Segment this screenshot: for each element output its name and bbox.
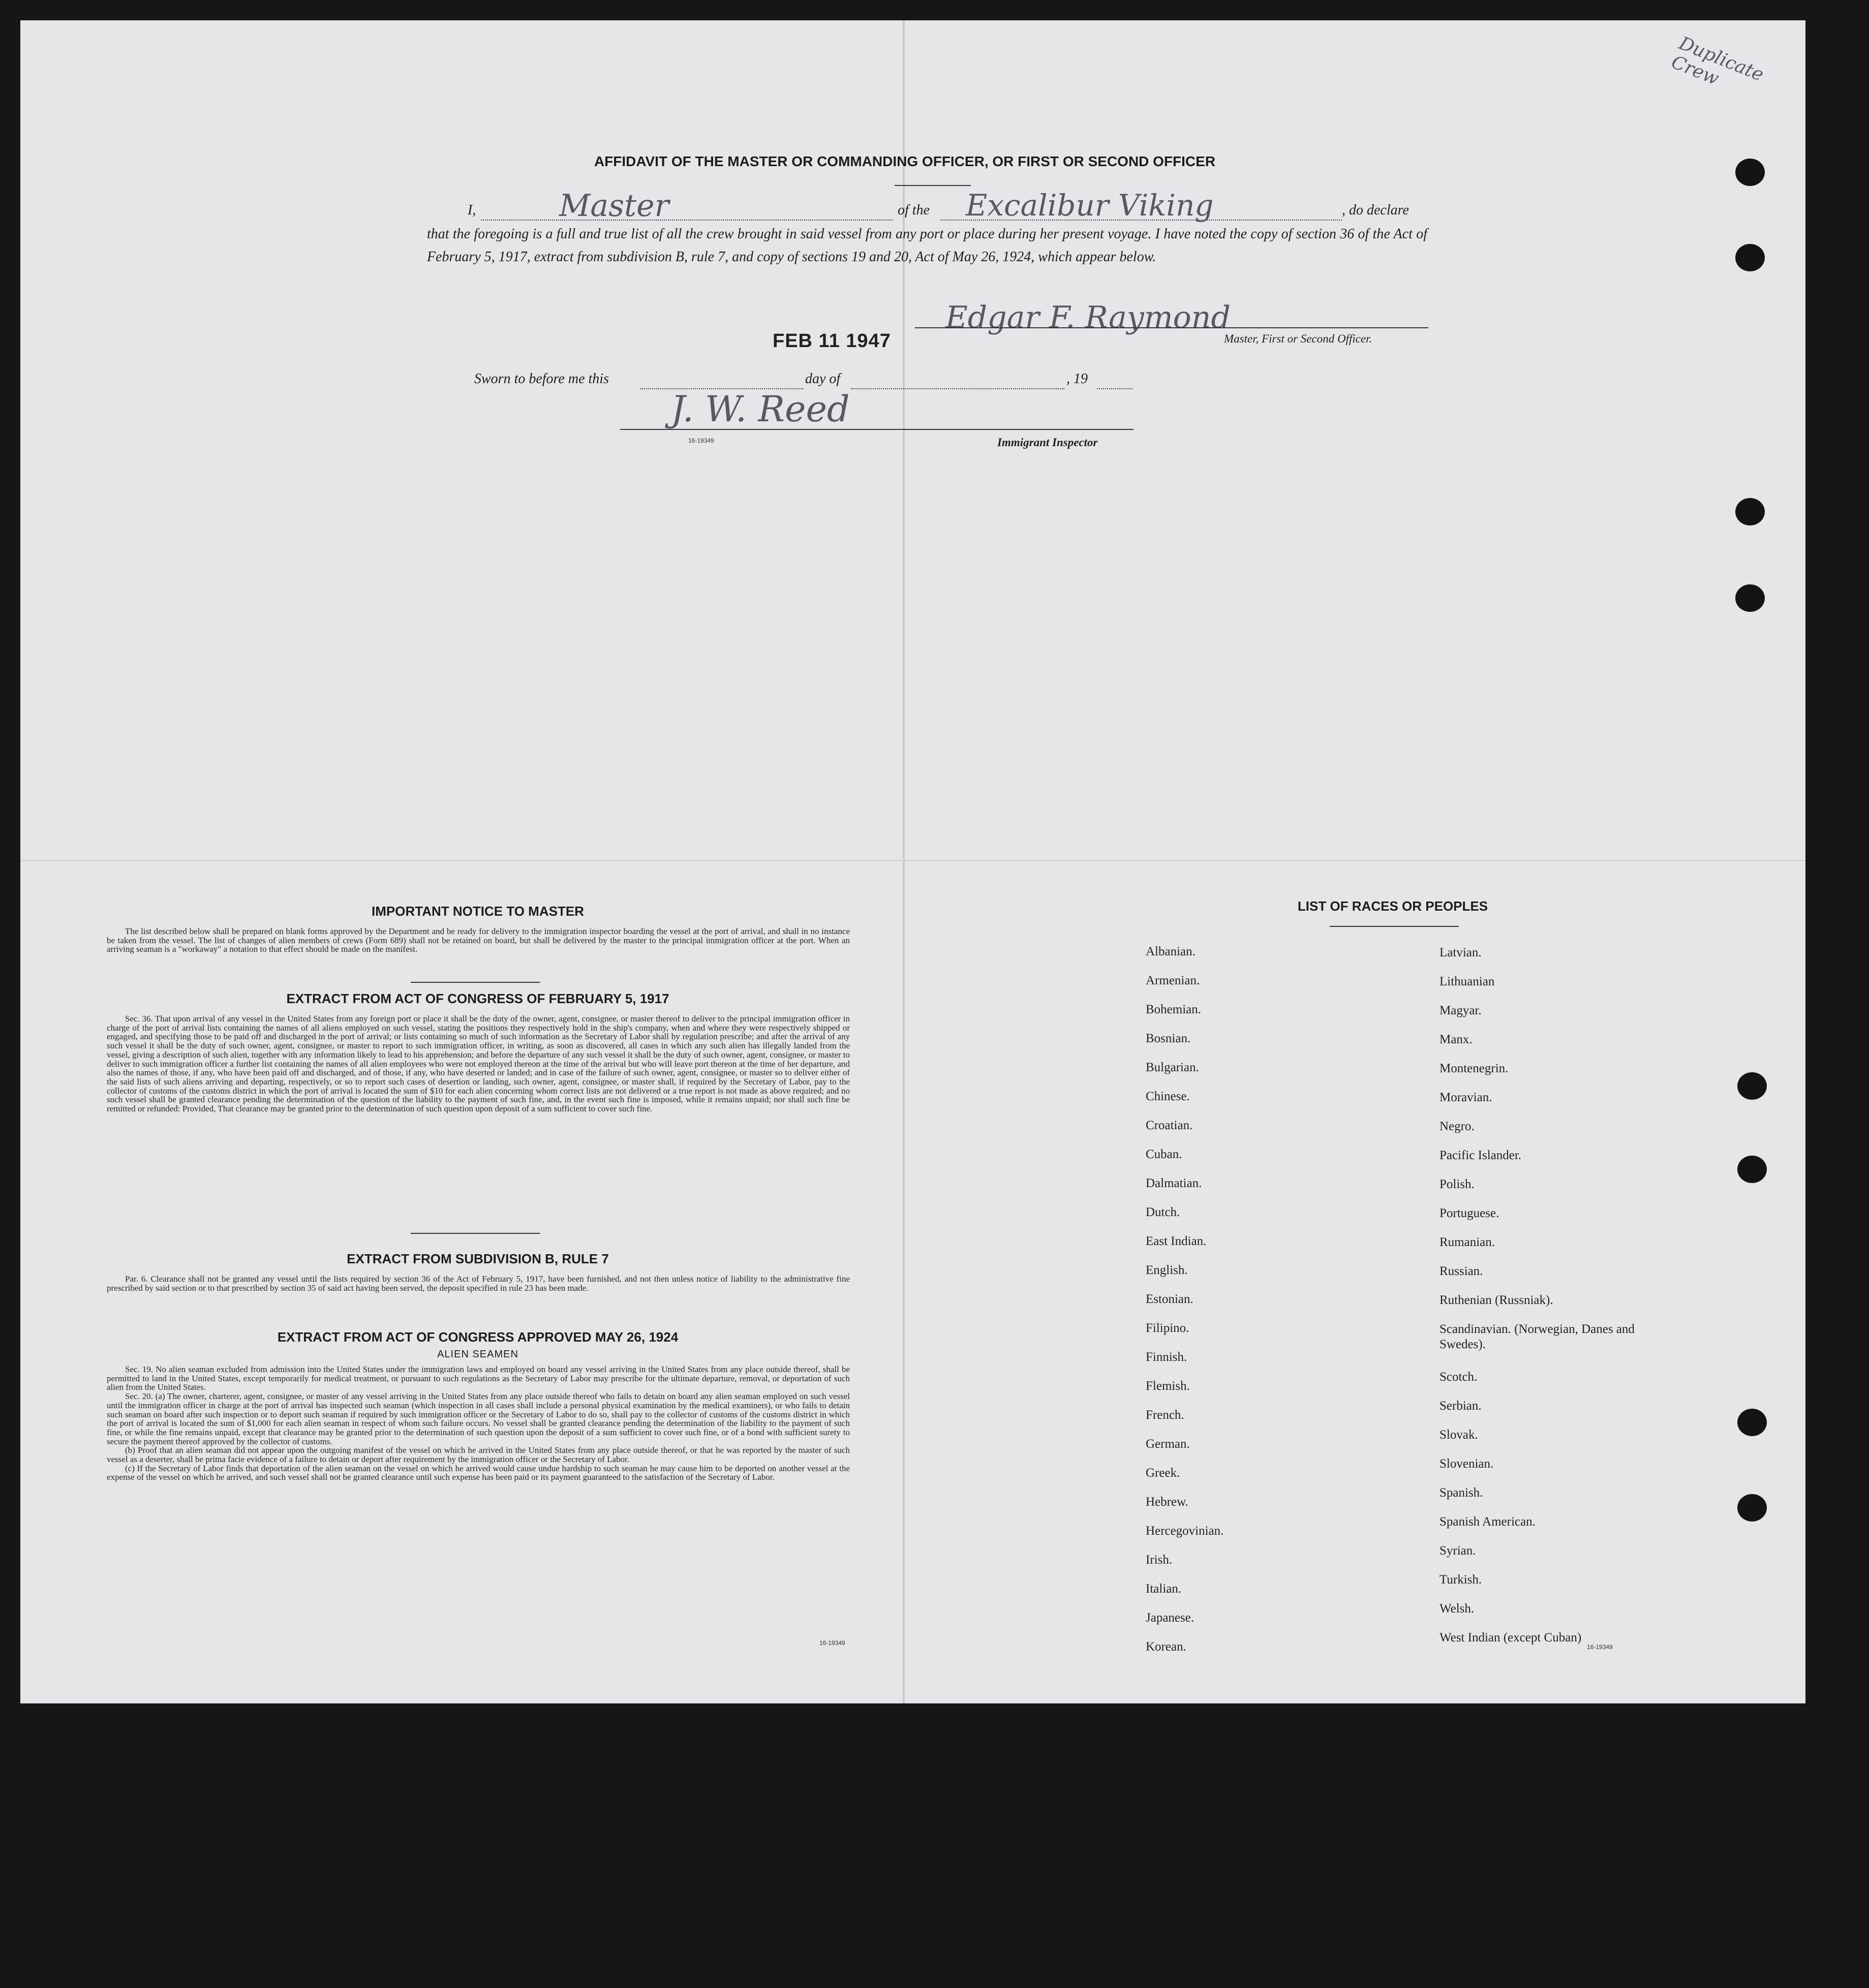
race-item: Albanian. [1146, 945, 1196, 958]
race-item: Filipino. [1146, 1321, 1189, 1335]
inspector-label: Immigrant Inspector [997, 436, 1098, 449]
race-item: Cuban. [1146, 1147, 1182, 1161]
punch-hole [1735, 244, 1765, 271]
punch-hole [1737, 1072, 1767, 1100]
day-of-label: day of [805, 371, 841, 387]
name-line [481, 220, 893, 221]
race-item: Rumanian. [1439, 1235, 1495, 1249]
punch-hole [1737, 1409, 1767, 1436]
notice-title: IMPORTANT NOTICE TO MASTER [372, 904, 584, 919]
race-item: Turkish. [1439, 1573, 1482, 1587]
date-stamp: FEB 11 1947 [773, 330, 891, 352]
race-item: Korean. [1146, 1640, 1186, 1654]
race-item: Irish. [1146, 1553, 1173, 1567]
race-item: Magyar. [1439, 1004, 1482, 1017]
corner-note: Duplicate Crew [1668, 33, 1767, 89]
race-item: Scotch. [1439, 1370, 1478, 1384]
race-item: Serbian. [1439, 1399, 1482, 1413]
race-item: Pacific Islander. [1439, 1148, 1522, 1162]
extract-1924-title: EXTRACT FROM ACT OF CONGRESS APPROVED MAY 26, 1924 [277, 1329, 679, 1345]
extract-1924-text [107, 1365, 850, 1482]
race-item: Manx. [1439, 1033, 1473, 1046]
race-item: Slovak. [1439, 1428, 1478, 1442]
separator-1 [411, 982, 540, 983]
race-item: Croatian. [1146, 1119, 1193, 1132]
inspector-signature: J. W. Reed [671, 388, 850, 430]
race-item: Japanese. [1146, 1611, 1194, 1625]
race-item: Slovenian. [1439, 1457, 1494, 1471]
race-item: Spanish American. [1439, 1515, 1536, 1529]
race-item: Polish. [1439, 1177, 1475, 1191]
race-item: Lithuanian [1439, 975, 1495, 988]
races-rule [1330, 926, 1459, 927]
race-item: Finnish. [1146, 1350, 1187, 1364]
race-item: Welsh. [1439, 1602, 1475, 1616]
paragraph-6: Par. 6. Clearance shall not be granted any vessel until the lists required by section 36 of the Act of February 5, 1917, have been furnished, and not then unless notice of liability to the administrative fine prescribed by said section or to that prescribed by section 35 of said act having been served, the deposit specified in rule 23 has been made. [107, 1274, 850, 1293]
master-signature: Edgar F. Raymond [945, 300, 1231, 335]
affidavit-statement: that the foregoing is a full and true list of all the crew brought in said vessel from any port or place during her present voyage. I have noted the copy of section 36 of the Act of February 5, 1917, extract from subdivision B, rule 7, and copy of sections 19 and 20, Act of May 26, 1924, which appear below. [427, 226, 1427, 265]
affidavit-title: AFFIDAVIT OF THE MASTER OR COMMANDING OFFICER, OR FIRST OR SECOND OFFICER [594, 153, 1216, 169]
form-number-right: 16-19349 [1587, 1643, 1613, 1651]
race-item: Dutch. [1146, 1205, 1180, 1219]
race-item: Bosnian. [1146, 1032, 1191, 1045]
race-item: Montenegrin. [1439, 1062, 1509, 1075]
punch-hole [1737, 1156, 1767, 1183]
race-item: Russian. [1439, 1264, 1483, 1278]
race-item: West Indian (except Cuban) [1439, 1631, 1582, 1644]
sworn-label: Sworn to before me this [474, 371, 609, 387]
race-item: Moravian. [1439, 1091, 1492, 1104]
race-item: Dalmatian. [1146, 1176, 1202, 1190]
race-item: Greek. [1146, 1466, 1180, 1480]
races-list-left [1146, 944, 1359, 1668]
signature-label: Master, First or Second Officer. [1224, 332, 1372, 345]
race-item: Latvian. [1439, 946, 1482, 959]
vessel-name-handwritten: Excalibur Viking [966, 188, 1214, 223]
label-i: I, [468, 202, 476, 218]
year-label: , 19 [1066, 371, 1088, 387]
race-item: Scandinavian. (Norwegian, Danes and Swedes). [1439, 1322, 1635, 1351]
alien-seamen-subtitle: ALIEN SEAMEN [437, 1349, 518, 1360]
section-36-paragraph: Sec. 36. That upon arrival of any vessel in the United States from any foreign port or place it shall be the duty of the owner, agent, consignee, or master thereof to deliver to the principal immigration officer in charge of the port of arrival lists containing the names of all aliens employed on such vessel, stating the positions they respectively hold in the ship's company, when and where they were respectively shipped or engaged, and specifying those to be paid off and discharged in the port of arrival; or lists containing so much of such information as the Secretary of Labor shall by regulation prescribe; and after the arrival of any such vessel it shall be the duty of such owner, agent, consignee, or master to report to such immigration officer, in writing, as soon as discovered, all cases in which any such alien has illegally landed from the vessel, giving a description of such alien, together with any information likely to lead to his apprehension; and before the departure of any such vessel it shall be the duty of such owner, agent, consignee, or master to deliver to such immigration officer a further list containing the names of all alien employees who were not employed thereon at the time of the arrival but who will leave port thereon at the time of her departure, and also the names of those, if any, who have been paid off and discharged, and of those, if any, who have deserted or landed; and in case of the failure of such owner, agent, consignee, or master so to deliver either of the said lists of such aliens arriving and departing, respectively, or so to report such cases of desertion or landing, such owner, agent, consignee, or master shall, if required by the Secretary of Labor, pay to the collector of customs of the customs district in which the port of arrival is located the sum of $10 for each alien concerning whom correct lists are not delivered or a true report is not made as above required; and no such vessel shall be granted clearance pending the determination of the question of the liability to the payment of such fine, and, in the event such fine is imposed, while it remains unpaid; nor shall such fine be remitted or refunded: Provided, That clearance may be granted prior to the determination of such question upon deposit of a sum sufficient to cover such fine. [107, 1014, 850, 1114]
race-item: East Indian. [1146, 1234, 1207, 1248]
sworn-month-line [851, 388, 1064, 389]
race-item: Estonian. [1146, 1292, 1193, 1306]
race-item: Bohemian. [1146, 1003, 1202, 1016]
notice-text [107, 927, 850, 954]
notice-paragraph: The list described below shall be prepared on blank forms approved by the Department and be ready for delivery to the immigration inspector boarding the vessel at the port of arrival, and shall in no instance be taken from the vessel. The list of changes of alien members of crews (Form 689) shall not be retained on board, but shall be delivered by the master to the principal immigration officer at the port. When an arriving seaman is a "workaway" a notation to that effect should be made on the manifest. [107, 926, 850, 954]
races-title: LIST OF RACES OR PEOPLES [1297, 898, 1488, 914]
title-rule [895, 185, 971, 186]
race-item: Negro. [1439, 1120, 1475, 1133]
section-20a-paragraph: Sec. 20. (a) The owner, charterer, agent, consignee, or master of any vessel arriving in the United States from any place outside thereof who fails to detain on board any alien seaman employed on such vessel until the immigration officer in charge at the port of arrival has inspected such seaman (which inspection in all cases shall include a personal physical examination by the medical examiners), or who fails to detain such seaman on board after such inspection or to deport such seaman if required by such immigration officer or the Secretary of Labor to do so, shall pay to the collector of customs of the customs district in which the port of arrival is located the sum of $1,000 for each alien seaman in respect of whom such failure occurs. No vessel shall be granted clearance pending the determination of the liability to the payment of such fine, or while the fine remains unpaid, except that clearance may be granted prior to the determination of such question upon the deposit of a sum sufficient to cover such fine, or of a bond with sufficient surety to secure the payment thereof approved by the collector of customs. [107, 1391, 850, 1446]
page-fold [903, 20, 905, 1703]
section-20b-paragraph: (b) Proof that an alien seaman did not appear upon the outgoing manifest of the vessel on which he arrived in the United States from any place outside thereof, or that he was reported by the master of such vessel as a deserter, shall be prima facie evidence of a failure to detain or deport after requirement by the immigration officer or the Secretary of Labor. [107, 1445, 850, 1465]
punch-hole [1735, 159, 1765, 186]
rule7-title: EXTRACT FROM SUBDIVISION B, RULE 7 [347, 1251, 609, 1266]
master-name-handwritten: Master [559, 188, 669, 224]
race-item: Bulgarian. [1146, 1061, 1199, 1074]
separator-2 [411, 1233, 540, 1234]
page-crease [20, 860, 1805, 861]
race-item: Portuguese. [1439, 1206, 1499, 1220]
race-item: Hercegovinian. [1146, 1524, 1224, 1538]
extract-1917-text [107, 1014, 850, 1113]
inspector-line [620, 429, 1133, 430]
label-of-the: of the [898, 202, 930, 218]
race-item: Ruthenian (Russniak). [1439, 1293, 1553, 1307]
label-declare: , do declare [1342, 202, 1409, 218]
race-item: Italian. [1146, 1582, 1182, 1596]
rule7-text [107, 1275, 850, 1292]
punch-hole [1735, 584, 1765, 612]
race-item: German. [1146, 1437, 1190, 1451]
race-item: Spanish. [1439, 1486, 1483, 1500]
signature-line [915, 327, 1428, 328]
races-list-right [1439, 945, 1653, 1659]
race-item: Syrian. [1439, 1544, 1476, 1558]
race-item: Flemish. [1146, 1379, 1190, 1393]
form-number-top: 16-19349 [688, 437, 714, 444]
extract-1917-title: EXTRACT FROM ACT OF CONGRESS OF FEBRUARY 5, 1917 [286, 991, 669, 1006]
form-number-left: 16-19349 [819, 1639, 845, 1647]
section-20c-paragraph: (c) If the Secretary of Labor finds that deportation of the alien seaman on the vessel on which he arrived would cause undue hardship to such seaman he may cause him to be deported on another vessel at the expense of the vessel on which he arrived, and such vessel shall not be granted clearance until such expense has been paid or its payment guaranteed to the satisfaction of the Secretary of Labor. [107, 1463, 850, 1482]
form-page [20, 20, 1805, 1703]
race-item: English. [1146, 1263, 1188, 1277]
race-item: Armenian. [1146, 974, 1200, 987]
sworn-year-line [1097, 388, 1132, 389]
race-item: Hebrew. [1146, 1495, 1188, 1509]
section-19-paragraph: Sec. 19. No alien seaman excluded from admission into the United States under the immigration laws and employed on board any vessel arriving in the United States from any place outside thereof, shall be permitted to land in the United States, except temporarily for medical treatment, or pursuant to such regulations as the Secretary of Labor may prescribe for the ultimate departure, removal, or deportation of such alien from the United States. [107, 1364, 850, 1392]
race-item: French. [1146, 1408, 1184, 1422]
punch-hole [1737, 1494, 1767, 1521]
race-item: Chinese. [1146, 1090, 1190, 1103]
punch-hole [1735, 498, 1765, 525]
